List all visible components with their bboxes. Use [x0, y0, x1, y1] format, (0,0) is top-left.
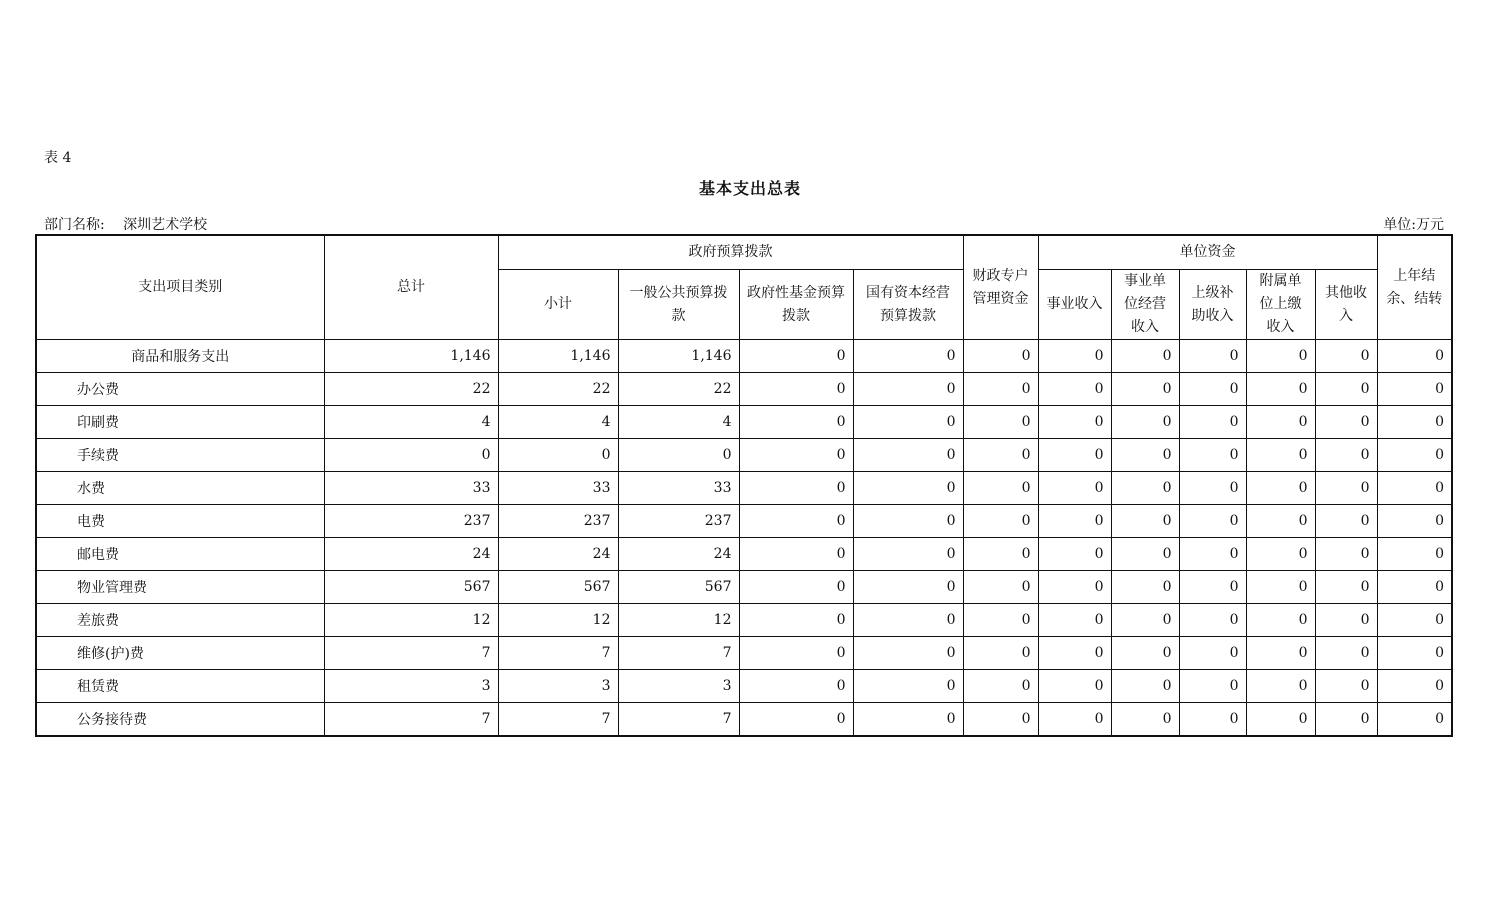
table-cell: 0 [1179, 571, 1246, 604]
table-cell: 0 [1315, 340, 1377, 373]
table-cell: 0 [739, 538, 853, 571]
table-cell: 4 [324, 406, 498, 439]
table-cell: 0 [618, 439, 739, 472]
table-cell: 0 [963, 637, 1038, 670]
table-cell: 0 [853, 505, 963, 538]
table-cell: 12 [324, 604, 498, 637]
table-cell: 0 [1377, 439, 1452, 472]
table-cell: 0 [1377, 637, 1452, 670]
header-subtotal: 小计 [498, 270, 618, 340]
table-cell: 0 [1111, 340, 1179, 373]
table-cell: 0 [1038, 406, 1111, 439]
table-row [36, 505, 1452, 538]
table-cell: 0 [853, 604, 963, 637]
table-cell: 7 [498, 637, 618, 670]
table-cell: 0 [739, 670, 853, 703]
table-cell: 0 [853, 406, 963, 439]
header-general-public: 一般公共预算拨款 [618, 270, 739, 340]
table-cell: 0 [1377, 670, 1452, 703]
header-unit-funds: 单位资金 [1038, 235, 1377, 270]
table-cell: 0 [1111, 439, 1179, 472]
table-cell: 4 [618, 406, 739, 439]
table-cell: 0 [1111, 406, 1179, 439]
table-body [36, 340, 1452, 736]
row-category: 商品和服务支出 [36, 340, 324, 373]
table-cell: 1,146 [618, 340, 739, 373]
table-cell: 0 [739, 505, 853, 538]
table-cell: 0 [963, 538, 1038, 571]
header-gov-fund: 政府性基金预算拨款 [739, 270, 853, 340]
table-row [36, 703, 1452, 736]
table-cell: 237 [618, 505, 739, 538]
table-cell: 0 [1377, 406, 1452, 439]
table-cell: 0 [1111, 703, 1179, 736]
row-category: 维修(护)费 [36, 637, 324, 670]
table-cell: 0 [739, 406, 853, 439]
table-cell: 33 [324, 472, 498, 505]
table-cell: 22 [618, 373, 739, 406]
table-cell: 0 [1179, 439, 1246, 472]
row-category: 手续费 [36, 439, 324, 472]
table-cell: 0 [1315, 604, 1377, 637]
table-cell: 0 [963, 703, 1038, 736]
table-cell: 0 [1315, 373, 1377, 406]
table-cell: 0 [853, 538, 963, 571]
table-cell: 0 [1111, 604, 1179, 637]
header-other-income: 其他收入 [1315, 270, 1377, 340]
table-cell: 0 [1179, 604, 1246, 637]
row-category: 公务接待费 [36, 703, 324, 736]
header-business-income: 事业收入 [1038, 270, 1111, 340]
table-cell: 567 [618, 571, 739, 604]
header-carryover: 上年结余、结转 [1377, 235, 1452, 340]
table-cell: 0 [1315, 406, 1377, 439]
table-cell: 3 [498, 670, 618, 703]
table-cell: 0 [1377, 571, 1452, 604]
header-fiscal-special: 财政专户管理资金 [963, 235, 1038, 340]
table-cell: 0 [739, 637, 853, 670]
department-name: 深圳艺术学校 [123, 217, 208, 233]
table-cell: 4 [498, 406, 618, 439]
row-category: 水费 [36, 472, 324, 505]
table-cell: 0 [853, 703, 963, 736]
table-cell: 0 [963, 604, 1038, 637]
table-cell: 3 [618, 670, 739, 703]
table-cell: 0 [1038, 571, 1111, 604]
table-cell: 0 [1246, 670, 1315, 703]
table-cell: 0 [739, 439, 853, 472]
table-cell: 0 [1246, 604, 1315, 637]
header-category: 支出项目类别 [36, 235, 324, 340]
table-cell: 0 [963, 670, 1038, 703]
table-cell: 0 [853, 340, 963, 373]
table-row [36, 373, 1452, 406]
table-cell: 0 [1038, 373, 1111, 406]
table-cell: 0 [498, 439, 618, 472]
page-title: 基本支出总表 [698, 179, 801, 198]
table-cell: 0 [1315, 505, 1377, 538]
table-cell: 0 [1038, 439, 1111, 472]
table-cell: 0 [963, 472, 1038, 505]
row-category: 差旅费 [36, 604, 324, 637]
table-cell: 0 [1315, 670, 1377, 703]
table-cell: 0 [1315, 637, 1377, 670]
table-cell: 0 [1038, 637, 1111, 670]
header-affiliated-income: 附属单位上缴收入 [1246, 270, 1315, 340]
table-row [36, 538, 1452, 571]
table-cell: 0 [963, 439, 1038, 472]
row-category: 电费 [36, 505, 324, 538]
row-category: 印刷费 [36, 406, 324, 439]
department-label: 部门名称: [44, 217, 105, 233]
table-cell: 24 [618, 538, 739, 571]
table-cell: 0 [963, 406, 1038, 439]
table-cell: 0 [963, 373, 1038, 406]
table-cell: 0 [1111, 571, 1179, 604]
header-operating-income: 事业单位经营收入 [1111, 270, 1179, 340]
table-cell: 0 [739, 340, 853, 373]
table-cell: 0 [1111, 538, 1179, 571]
table-cell: 0 [1315, 703, 1377, 736]
table-cell: 0 [1111, 637, 1179, 670]
table-cell: 0 [1377, 373, 1452, 406]
table-cell: 0 [1246, 439, 1315, 472]
table-cell: 0 [853, 670, 963, 703]
table-cell: 0 [1038, 340, 1111, 373]
table-cell: 0 [1038, 670, 1111, 703]
table-cell: 237 [498, 505, 618, 538]
table-cell: 0 [1179, 505, 1246, 538]
table-cell: 0 [1179, 637, 1246, 670]
table-cell: 0 [1179, 703, 1246, 736]
table-cell: 0 [739, 703, 853, 736]
table-cell: 0 [853, 472, 963, 505]
table-cell: 0 [1038, 604, 1111, 637]
table-cell: 0 [963, 571, 1038, 604]
table-cell: 0 [1111, 472, 1179, 505]
table-row [36, 604, 1452, 637]
table-cell: 0 [963, 340, 1038, 373]
table-cell: 0 [1377, 538, 1452, 571]
table-cell: 7 [618, 637, 739, 670]
table-cell: 0 [1111, 373, 1179, 406]
table-cell: 0 [1179, 472, 1246, 505]
table-cell: 0 [1246, 637, 1315, 670]
department-line [44, 214, 207, 234]
table-cell: 24 [324, 538, 498, 571]
table-cell: 0 [1246, 340, 1315, 373]
header-gov-budget: 政府预算拨款 [498, 235, 963, 270]
table-cell: 0 [1179, 373, 1246, 406]
table-cell: 0 [1246, 703, 1315, 736]
table-row [36, 670, 1452, 703]
table-cell: 0 [1246, 538, 1315, 571]
table-cell: 7 [618, 703, 739, 736]
table-cell: 567 [324, 571, 498, 604]
table-cell: 1,146 [324, 340, 498, 373]
table-cell: 0 [1246, 505, 1315, 538]
table-cell: 0 [1111, 505, 1179, 538]
header-state-capital: 国有资本经营预算拨款 [853, 270, 963, 340]
table-cell: 0 [1179, 538, 1246, 571]
table-cell: 1,146 [498, 340, 618, 373]
table-cell: 33 [498, 472, 618, 505]
table-cell: 0 [324, 439, 498, 472]
expenditure-table [35, 234, 1453, 737]
table-cell: 0 [1315, 571, 1377, 604]
table-cell: 0 [1377, 340, 1452, 373]
table-cell: 12 [618, 604, 739, 637]
row-category: 物业管理费 [36, 571, 324, 604]
table-cell: 0 [1246, 373, 1315, 406]
table-cell: 0 [1038, 472, 1111, 505]
table-cell: 7 [324, 703, 498, 736]
table-cell: 22 [498, 373, 618, 406]
table-row [36, 571, 1452, 604]
header-total: 总计 [324, 235, 498, 340]
table-row [36, 637, 1452, 670]
table-cell: 0 [1179, 406, 1246, 439]
table-row [36, 340, 1452, 373]
table-cell: 0 [1315, 472, 1377, 505]
table-cell: 0 [739, 373, 853, 406]
table-cell: 0 [1246, 571, 1315, 604]
table-cell: 0 [1377, 505, 1452, 538]
table-cell: 33 [618, 472, 739, 505]
table-cell: 0 [853, 439, 963, 472]
table-cell: 0 [853, 571, 963, 604]
table-cell: 0 [853, 637, 963, 670]
table-cell: 12 [498, 604, 618, 637]
table-cell: 0 [963, 505, 1038, 538]
unit-label: 单位:万元 [1383, 217, 1444, 233]
table-cell: 0 [1377, 604, 1452, 637]
table-cell: 0 [1111, 670, 1179, 703]
table-cell: 3 [324, 670, 498, 703]
table-cell: 0 [1377, 472, 1452, 505]
table-cell: 237 [324, 505, 498, 538]
table-cell: 0 [1038, 538, 1111, 571]
table-cell: 0 [1179, 340, 1246, 373]
table-cell: 0 [1038, 703, 1111, 736]
table-cell: 0 [1315, 439, 1377, 472]
table-cell: 0 [739, 472, 853, 505]
table-cell: 0 [1246, 472, 1315, 505]
table-cell: 0 [1377, 703, 1452, 736]
header-subsidy-income: 上级补助收入 [1179, 270, 1246, 340]
table-cell: 0 [1038, 505, 1111, 538]
table-cell: 0 [853, 373, 963, 406]
table-cell: 0 [1179, 670, 1246, 703]
row-category: 办公费 [36, 373, 324, 406]
table-cell: 0 [739, 604, 853, 637]
table-cell: 0 [1246, 406, 1315, 439]
table-cell: 0 [1315, 538, 1377, 571]
table-cell: 0 [739, 571, 853, 604]
table-cell: 22 [324, 373, 498, 406]
table-cell: 7 [324, 637, 498, 670]
table-number: 表 4 [44, 150, 72, 166]
table-row [36, 472, 1452, 505]
table-cell: 24 [498, 538, 618, 571]
table-cell: 567 [498, 571, 618, 604]
row-category: 租赁费 [36, 670, 324, 703]
table-row [36, 439, 1452, 472]
table-row [36, 406, 1452, 439]
table-cell: 7 [498, 703, 618, 736]
row-category: 邮电费 [36, 538, 324, 571]
